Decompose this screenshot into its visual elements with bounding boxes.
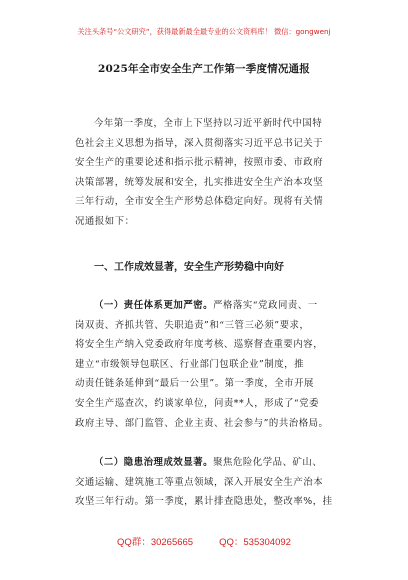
section-heading: 一、工作成效显著，安全生产形势稳中向好 xyxy=(94,262,284,273)
paragraph-hazard xyxy=(75,453,355,512)
paragraph-body: 严格落实“党政同责、一 岗双责、齐抓共管、失职追责”和“三管三必须”要求， 将安全生产纳入党委政府年度考核、巡察督查重要内容， 建立“市级领导包联区、行业部门包联企业”制度，推 动责任链条延伸到“最后一公里”。第一季度，全市开展 安全生产巡查次，约谈家单位，问责**人，形成了“党委 政府主导、部门监管、企业主责、社会参与”的共治格局。 xyxy=(75,300,329,429)
paragraph-lead: （一）责任体系更加严密。 xyxy=(94,300,214,311)
paragraph-responsibility xyxy=(75,296,355,433)
intro-section xyxy=(75,114,355,232)
footer-contact xyxy=(0,534,408,548)
header-promo-note: 关注头条号“公文研究”，获得最新最全最专业的公文资料库！ 微信：gongwenj xyxy=(77,27,331,36)
qq-number: QQ：535304092 xyxy=(219,537,291,548)
paragraph-lead: （二）隐患治理成效显著。 xyxy=(94,457,214,468)
document-title: 2025年全市安全生产工作第一季度情况通报 xyxy=(98,63,310,75)
section-1 xyxy=(75,258,355,272)
intro-paragraph: 今年第一季度，全市上下坚持以习近平新时代中国特 色社会主义思想为指导，深入贯彻落实习近平总书记关于 安全生产的重要论述和指示批示精神，按照市委、市政府 决策部署，统筹发展和安全，扎实推进安全生产治本攻坚 三年行动，全市安全生产形势总体稳定向好。现将有关情 况通报如下： xyxy=(75,118,324,227)
paragraph-body: 聚焦危险化学品、矿山、 交通运输、建筑施工等重点领域，深入开展安全生产治本 攻坚三年行动。第一季度，累计排查隐患处，整改率%，挂 xyxy=(75,457,333,508)
qq-group-number: QQ群：30265665 xyxy=(117,537,194,548)
